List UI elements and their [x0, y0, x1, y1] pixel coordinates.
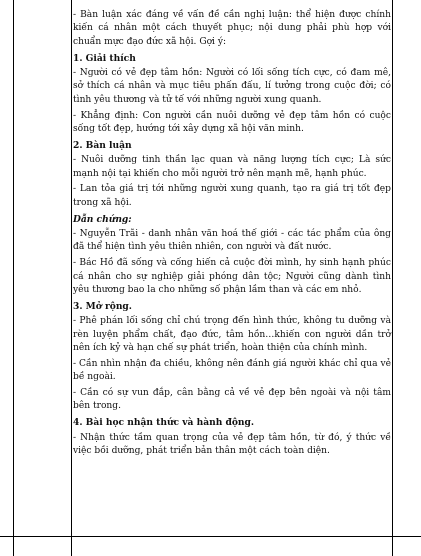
list-item: - Lan tỏa giá trị tới những người xung quanh, tạo ra giá trị tốt đẹp trong xã hội. [73, 184, 391, 208]
table-border-left [13, 0, 14, 556]
list-item: - Phê phán lối sống chỉ chú trọng đến hình thức, không tu dưỡng và rèn luyện phẩm chất, đạo đức, tâm hồn…khiến con người dần trở nên ích kỷ và hạn chế sự phát triển, hoàn thiện của chính mình. [73, 316, 391, 354]
list-item: - Nguyễn Trãi - danh nhân văn hoá thế giới - các tác phẩm của ông đã thể hiện tình yêu thiên nhiên, con người và đất nước. [73, 229, 391, 253]
list-item: - Khẳng định: Con người cần nuôi dưỡng vẻ đẹp tâm hồn có cuộc sống tốt đẹp, hướng tới xây dựng xã hội văn minh. [73, 110, 391, 135]
section-heading-evidence: Dẫn chứng: [73, 213, 132, 225]
list-item: - Nhận thức tầm quan trọng của vẻ đẹp tâm hồn, từ đó, ý thức về việc bồi dưỡng, phát triển bản thân một cách toàn diện. [73, 432, 391, 457]
content-cell [73, 9, 391, 461]
list-item: - Nuôi dưỡng tinh thần lạc quan và năng lượng tích cực; Là sức mạnh nội tại khiến cho mỗi người trở nên mạnh mẽ, hạnh phúc. [73, 155, 391, 179]
list-item: - Người có vẻ đẹp tâm hồn: Người có lối sống tích cực, có đam mê, sở thích cá nhân và mục tiêu phấn đấu, lí tưởng trong cuộc đời; có tình yêu thương và tử tế với những người xung quanh. [73, 68, 391, 105]
list-item: - Bác Hồ đã sống và cống hiến cả cuộc đời mình, hy sinh hạnh phúc cá nhân cho sự nghiệp giải phóng dân tộc; Người cũng dành tình yêu thương bao la cho những số phận lầm than và các em nhỏ. [73, 258, 391, 296]
table-column-divider-right [392, 0, 393, 556]
section-heading-discuss: 2. Bàn luận [73, 139, 132, 151]
section-heading-expand: 3. Mở rộng. [73, 300, 132, 312]
list-item: - Cần có sự vun đắp, cân bằng cả về vẻ đẹp bên ngoài và nội tâm bên trong. [73, 388, 391, 412]
intro-paragraph: - Bàn luận xác đáng về vấn đề cần nghị luận: thể hiện được chính kiến cá nhân một cách thuyết phục; nội dung phải phù hợp với chuẩn mực đạo đức xã hội. Gợi ý: [73, 10, 391, 47]
section-heading-explain: 1. Giải thích [73, 52, 136, 64]
list-item: - Cần nhìn nhận đa chiều, không nên đánh giá người khác chỉ qua vẻ bề ngoài. [73, 358, 391, 383]
table-column-divider [71, 0, 72, 556]
section-heading-lesson: 4. Bài học nhận thức và hành động. [73, 417, 255, 429]
table-row-divider [0, 536, 421, 537]
